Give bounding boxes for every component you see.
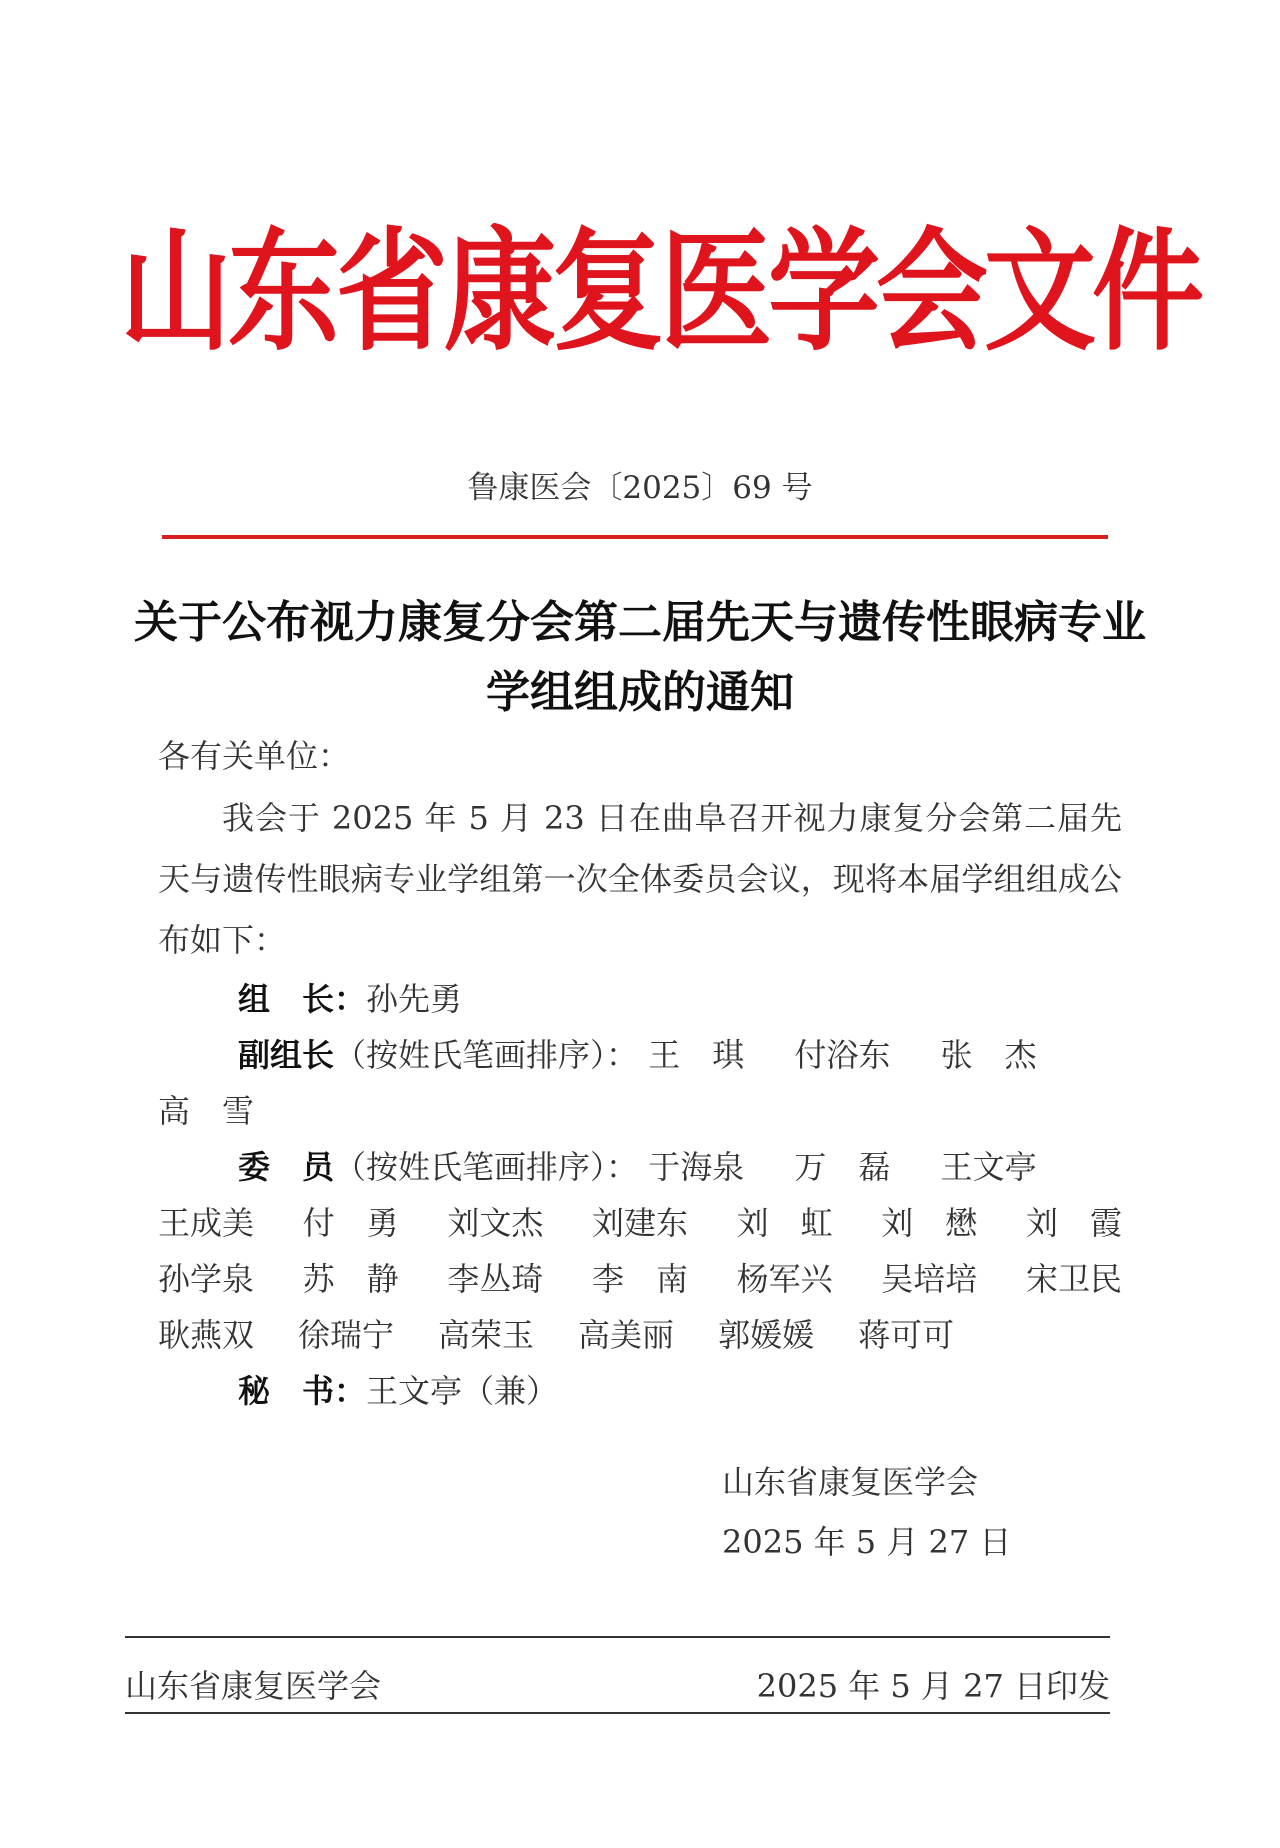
vice-leader-line xyxy=(158,1027,1122,1083)
members-row xyxy=(158,1251,1122,1307)
member-name: 刘 虹 xyxy=(736,1204,833,1242)
vice-leader-name: 付浴东 xyxy=(794,1036,891,1074)
signature-date: 2025 年 5 月 27 日 xyxy=(722,1523,1012,1561)
salutation: 各有关单位： xyxy=(158,737,351,775)
signature-org: 山东省康复医学会 xyxy=(722,1463,979,1501)
signature-block xyxy=(722,1452,1011,1572)
member-name: 王文亭 xyxy=(940,1148,1037,1186)
member-name: 杨军兴 xyxy=(736,1260,833,1298)
footer-org: 山东省康复医学会 xyxy=(125,1667,382,1705)
member-name: 苏 静 xyxy=(302,1260,399,1298)
member-name: 蒋可可 xyxy=(858,1316,955,1354)
member-name: 孙学泉 xyxy=(158,1260,255,1298)
member-name: 付 勇 xyxy=(302,1204,399,1242)
footer xyxy=(125,1662,1110,1710)
member-name: 刘 懋 xyxy=(881,1204,978,1242)
member-name: 李 南 xyxy=(591,1260,688,1298)
footer-issue-date: 2025 年 5 月 27 日印发 xyxy=(756,1667,1110,1705)
member-name: 李丛琦 xyxy=(447,1260,544,1298)
members-note: （按姓氏笔画排序）： xyxy=(334,1148,639,1186)
member-name: 万 磊 xyxy=(794,1148,891,1186)
notice-title-line-2: 学组组成的通知 xyxy=(486,667,794,718)
members-row xyxy=(158,1307,1122,1363)
member-name: 刘 霞 xyxy=(1025,1204,1122,1242)
member-name: 吴培培 xyxy=(881,1260,978,1298)
leader-name: 孙先勇 xyxy=(366,980,463,1018)
member-name: 高荣玉 xyxy=(438,1316,535,1354)
intro-paragraph: 我会于 2025 年 5 月 23 日在曲阜召开视力康复分会第二届先天与遗传性眼病专业学组第一次全体委员会议，现将本届学组组成公布如下： xyxy=(158,799,1122,959)
member-name: 王成美 xyxy=(158,1204,255,1242)
member-name: 高美丽 xyxy=(578,1316,675,1354)
vice-leader-note: （按姓氏笔画排序）： xyxy=(334,1036,639,1074)
notice-title xyxy=(80,588,1200,728)
member-name: 郭媛媛 xyxy=(718,1316,815,1354)
secretary-name: 王文亭（兼） xyxy=(366,1372,559,1410)
masthead-title: 山东省康复医学会文件 xyxy=(120,215,1200,370)
members-row xyxy=(158,1195,1122,1251)
vice-leader-line-cont xyxy=(158,1083,1122,1139)
secretary-line xyxy=(158,1363,1122,1419)
footer-bottom-rule xyxy=(125,1712,1110,1714)
member-name: 刘建东 xyxy=(591,1204,688,1242)
leader-label: 组 长： xyxy=(238,980,367,1018)
vice-leader-label: 副组长 xyxy=(238,1036,335,1074)
members-line xyxy=(158,1139,1122,1195)
red-divider xyxy=(162,535,1108,539)
notice-title-line-1: 关于公布视力康复分会第二届先天与遗传性眼病专业 xyxy=(134,597,1146,648)
secretary-label: 秘 书： xyxy=(238,1372,367,1410)
footer-top-rule xyxy=(125,1636,1110,1638)
member-name: 刘文杰 xyxy=(447,1204,544,1242)
members-label: 委 员 xyxy=(238,1148,335,1186)
member-name: 耿燕双 xyxy=(158,1316,255,1354)
vice-leader-name: 张 杰 xyxy=(940,1036,1037,1074)
leader-line xyxy=(158,971,1122,1027)
member-name: 宋卫民 xyxy=(1025,1260,1122,1298)
notice-body xyxy=(158,728,1122,1419)
member-name: 徐瑞宁 xyxy=(298,1316,395,1354)
document-number: 鲁康医会〔2025〕69 号 xyxy=(467,470,813,506)
vice-leader-name: 王 琪 xyxy=(648,1036,745,1074)
member-name: 于海泉 xyxy=(648,1148,745,1186)
vice-leader-name: 高 雪 xyxy=(158,1092,255,1130)
